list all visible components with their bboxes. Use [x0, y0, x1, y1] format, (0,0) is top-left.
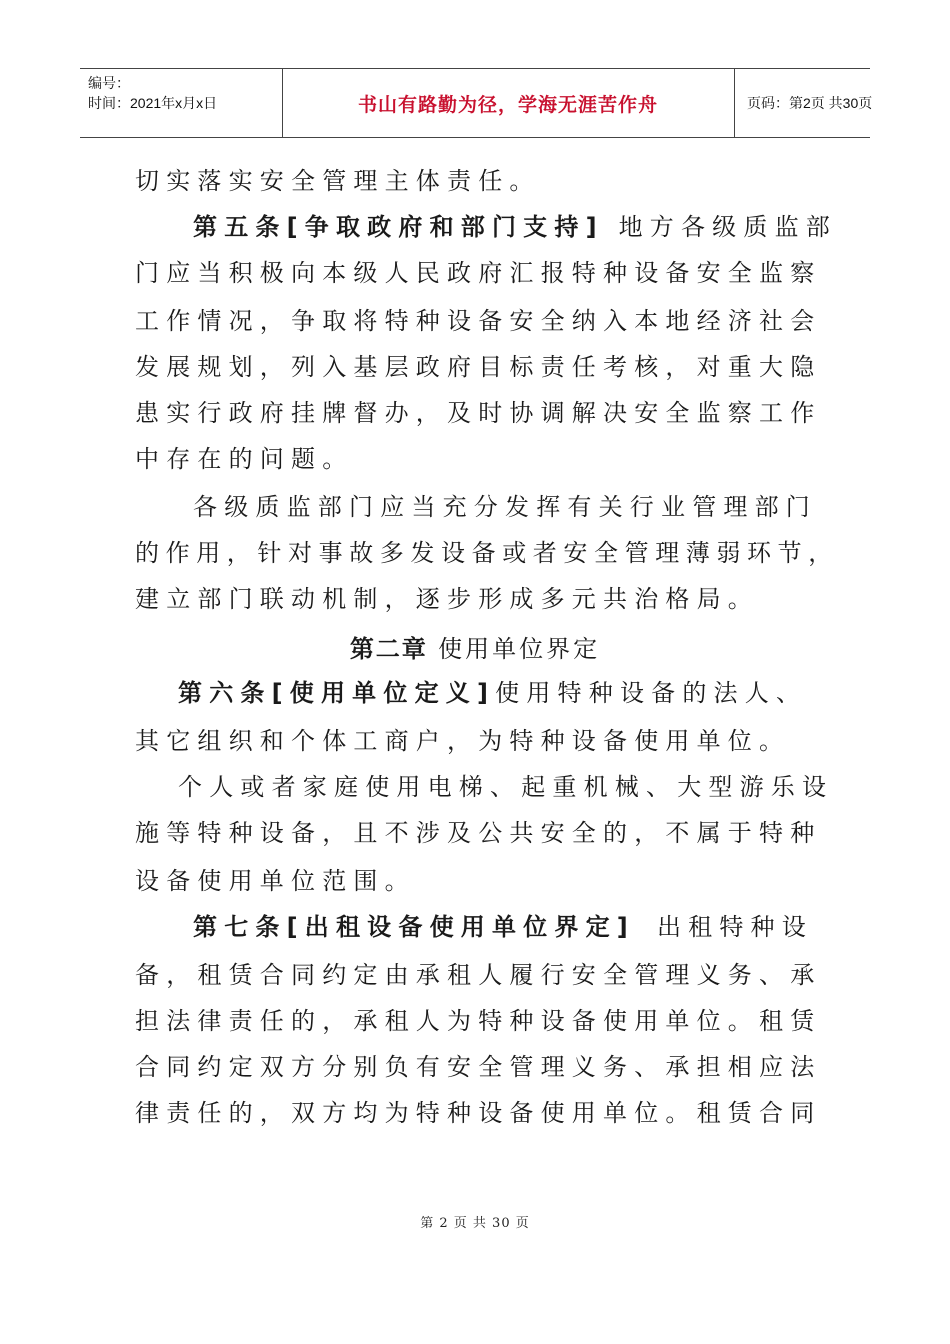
- article-7-title: 第七条[出租设备使用单位界定]: [193, 913, 635, 941]
- page-header: [80, 68, 873, 138]
- article-5-text: 地方各级质监部: [603, 213, 837, 241]
- header-meta-cell: [80, 69, 283, 137]
- body-line: 发展规划，列入基层政府目标责任考核，对重大隐: [135, 353, 822, 381]
- document-number-label: 编号：: [88, 75, 130, 91]
- body-line: 律责任的，双方均为特种设备使用单位。租赁合同: [135, 1099, 822, 1127]
- body-line: 担法律责任的，承租人为特种设备使用单位。租赁: [135, 1007, 822, 1035]
- article-5-title: 第五条[争取政府和部门支持]: [193, 213, 604, 241]
- header-motto: 书山有路勤为径，学海无涯苦作舟: [357, 93, 658, 116]
- body-line: 合同约定双方分别负有安全管理义务、承担相应法: [135, 1053, 822, 1081]
- body-line: 患实行政府挂牌督办，及时协调解决安全监察工作: [135, 399, 822, 427]
- article-6-first-line: [178, 678, 807, 708]
- body-line: 设备使用单位范围。: [135, 867, 416, 895]
- page-footer: 第 2 页 共 30 页: [420, 1216, 530, 1231]
- body-line: 工作情况，争取将特种设备安全纳入本地经济社会: [135, 307, 822, 335]
- body-line: 的作用，针对事故多发设备或者安全管理薄弱环节，: [135, 539, 839, 567]
- body-line: 施等特种设备，且不涉及公共安全的，不属于特种: [135, 819, 822, 847]
- article-5-first-line: [193, 212, 837, 242]
- body-line: 建立部门联动机制，逐步形成多元共治格局。: [135, 585, 759, 613]
- body-line: 门应当积极向本级人民政府汇报特种设备安全监察: [135, 259, 822, 287]
- body-line: 其它组织和个体工商户，为特种设备使用单位。: [135, 727, 791, 755]
- body-line: 中存在的问题。: [135, 445, 354, 473]
- chapter-number: 第二章: [349, 635, 428, 663]
- header-motto-cell: [282, 69, 735, 137]
- article-6-text: 使用特种设备的法人、: [495, 679, 808, 707]
- body-line: 备，租赁合同约定由承租人履行安全管理义务、承: [135, 961, 822, 989]
- body-line: 个人或者家庭使用电梯、起重机械、大型游乐设: [178, 773, 834, 801]
- body-line: 切实落实安全管理主体责任。: [135, 167, 541, 195]
- article-7-first-line: [193, 912, 813, 942]
- chapter-title: 使用单位界定: [438, 635, 601, 663]
- article-6-title: 第六条[使用单位定义]: [178, 679, 496, 707]
- header-page-label: 页码：第2页 共30页: [747, 95, 873, 111]
- body-line: 各级质监部门应当充分发挥有关行业管理部门: [193, 493, 817, 521]
- chapter-heading: [0, 632, 950, 666]
- document-time-label: 时间：2021年x月x日: [88, 95, 218, 111]
- article-7-text: 出租特种设: [656, 913, 813, 941]
- header-page-cell: [735, 69, 873, 137]
